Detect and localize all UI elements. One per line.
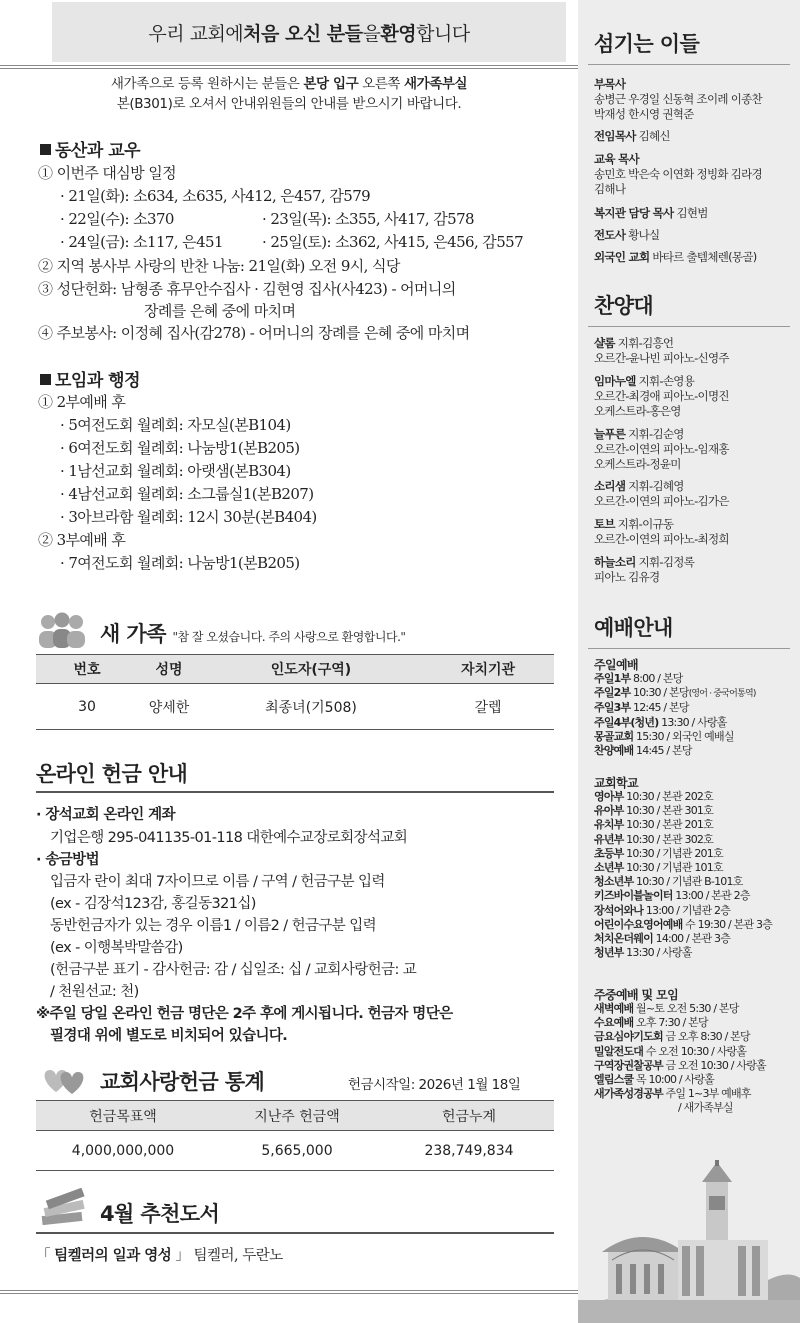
- list-item: · 24일(금): 소117, 은451: [60, 233, 223, 251]
- choir-title: 찬양대: [594, 294, 654, 318]
- choir-line: 오르간-이연의 피아노-최정희: [594, 532, 729, 546]
- sunday-title: 주일예배: [594, 658, 638, 672]
- section-title-book: 4월 추천도서: [100, 1202, 220, 1226]
- list-item: · 25일(토): 소362, 사415, 은456, 감557: [262, 233, 524, 251]
- choir-item: 늘푸른 지휘-김순영: [594, 427, 684, 441]
- servers-title: 섬기는 이들: [594, 32, 700, 56]
- list-item: · 6여전도회 월례회: 나눔방1(본B205): [60, 439, 300, 457]
- newfamily-table: [36, 654, 554, 730]
- choir-line: 피아노 김유경: [594, 570, 660, 584]
- welcome-banner: 우리 교회에 처음 오신 분들 을 환영 합니다: [52, 2, 566, 62]
- server-role: 교육 목사: [594, 152, 639, 166]
- list-item: 장례를 은혜 중에 마치며: [144, 302, 296, 320]
- weekday-title: 주중예배 및 모임: [594, 988, 679, 1002]
- choir-item: 토브 지휘-이규동: [594, 517, 674, 531]
- welcome-text: 새가족으로 등록 원하시는 분들은 본당 입구 오른쪽 새가족부실 본(B301)로 오셔서 안내위원들의 안내를 받으시기 바랍니다.: [110, 76, 468, 112]
- list-item: · 4남선교회 월례회: 소그룹실1(본B207): [60, 485, 314, 503]
- list-item: · 22일(수): 소370: [60, 210, 174, 228]
- section-title-love: 교회사랑헌금 통계: [100, 1070, 265, 1094]
- school-title: 교회학교: [594, 776, 638, 790]
- table-row: [36, 684, 554, 730]
- notice: 필경대 위에 별도로 비치되어 있습니다.: [50, 1028, 288, 1044]
- method-line: (ex - 이행복박말씀감): [50, 940, 183, 956]
- sidebar: [578, 0, 800, 1323]
- love-start-date: 헌금시작일: 2026년 1월 18일: [348, 1077, 521, 1093]
- divider: [588, 64, 790, 65]
- account-label: · 장석교회 온라인 계좌: [36, 807, 175, 823]
- method-line: (헌금구분 표기 - 감사헌금: 감 / 십일조: 십 / 교회사랑헌금: 교: [50, 962, 417, 978]
- school-list: 영아부 10:30 / 본관 202호 유아부 10:30 / 본관 301호 유치부 10:30 / 본관 201호 유년부 10:30 / 본관 302호 초등부 10:30 / 기념관 201호 소년부 10:30 / 기념관 101호 청소년부 10:30 / 기념관 B-101호 키즈바이블놀이터 13:00 / 본관 2층 장석어와나 13:00 / 기념관 2층 어린이수요영어예배 수 19:30 / 본관 3층 처치온더웨이 14:00 / 본관 3층 청년부 13:30 / 사랑홀: [594, 790, 773, 960]
- method-label: · 송금방법: [36, 852, 99, 868]
- server-role: 전도사 황나실: [594, 228, 660, 242]
- divider: [0, 1290, 578, 1294]
- server-names: 송병근 우경일 신동혁 조이레 이종찬: [594, 92, 762, 106]
- divider: [0, 65, 578, 69]
- notice: ※주일 당일 온라인 헌금 명단은 2주 후에 게시됩니다. 헌금자 명단은: [36, 1006, 453, 1022]
- list-item: · 21일(화): 소634, 소635, 사412, 은457, 감579: [60, 187, 371, 205]
- book-recommendation: 「 팀켈러의 일과 영성 」 팀켈러, 두란노: [36, 1248, 283, 1264]
- table-header: 성명: [155, 662, 183, 678]
- table-row: [36, 1131, 554, 1171]
- server-role: 복지관 담당 목사 김현범: [594, 206, 708, 220]
- table-cell: 30: [78, 698, 96, 715]
- choir-line: 오르간-최경애 피아노-이명진: [594, 389, 729, 403]
- server-role: 전임목사 김혜신: [594, 129, 670, 143]
- choir-line: 오르간-이연의 피아노-임재홍: [594, 442, 729, 456]
- worship-title: 예배안내: [594, 616, 673, 640]
- server-names: 김해나: [594, 182, 626, 196]
- table-cell: 5,665,000: [261, 1142, 333, 1159]
- section-title-online: 온라인 헌금 안내: [36, 762, 188, 786]
- section-title-newfamily: 새 가족 "참 잘 오셨습니다. 주의 사랑으로 환영합니다.": [100, 622, 406, 646]
- account-number: 기업은행 295-041135-01-118 대한예수교장로회장석교회: [50, 830, 408, 846]
- choir-line: 오르간-윤나빈 피아노-신영주: [594, 351, 729, 365]
- newfamily-note: "참 잘 오셨습니다. 주의 사랑으로 환영합니다.": [172, 630, 406, 644]
- choir-line: 오르간-이연의 피아노-김가은: [594, 494, 729, 508]
- choir-line: 오케스트라-정윤미: [594, 457, 681, 471]
- choir-item: 샬롬 지휘-김흥언: [594, 336, 674, 350]
- hearts-icon: [40, 1064, 88, 1096]
- method-line: 동반헌금자가 있는 경우 이름1 / 이름2 / 헌금구분 입력: [50, 918, 377, 934]
- list-item: ① 이번주 대심방 일정: [38, 164, 177, 182]
- weekday-list: 새벽예배 월~토 오전 5:30 / 본당 수요예배 오후 7:30 / 본당 금요심야기도회 금 오후 8:30 / 본당 밀알전도대 수 오전 10:30 / 사랑홀 구역장권찰공부 금 오전 10:30 / 사랑홀 엘림스쿨 목 10:00 / 사랑홀 새가족성경공부 주일 1~3부 예배후 / 새가족부실: [594, 1002, 766, 1115]
- server-names: 송민호 박은숙 이연화 정빙화 김라경: [594, 167, 762, 181]
- choir-item: 하늘소리 지휘-김정록: [594, 555, 695, 569]
- divider: [588, 648, 790, 649]
- server-names: 박재성 한시영 권혁준: [594, 107, 694, 121]
- table-header: 지난주 헌금액: [254, 1108, 340, 1125]
- server-role: 부목사: [594, 77, 626, 91]
- table-header: 자치기관: [460, 662, 516, 678]
- table-cell: 238,749,834: [424, 1142, 514, 1159]
- divider: [36, 791, 554, 793]
- list-item: · 7여전도회 월례회: 나눔방1(본B205): [60, 554, 300, 572]
- table-cell: 최종녀(기508): [265, 699, 357, 716]
- table-cell: 양세한: [148, 699, 190, 716]
- table-header: 헌금목표액: [89, 1108, 157, 1125]
- divider: [36, 1232, 554, 1234]
- server-role: 외국인 교회 바타르 출템체렌(몽골): [594, 250, 757, 264]
- list-item: ③ 성단헌화: 남형종 휴무안수집사 · 김현영 집사(사423) - 어머니의: [38, 280, 456, 298]
- table-header: 헌금누계: [441, 1108, 497, 1125]
- church-building-illustration: [578, 1160, 800, 1323]
- people-icon: [36, 612, 86, 650]
- choir-item: 소리샘 지휘-김혜영: [594, 479, 684, 493]
- list-item: ① 2부예배 후: [38, 393, 126, 411]
- section-title-dongsan: 동산과 교우: [40, 136, 140, 161]
- list-item: · 23일(목): 소355, 사417, 감578: [262, 210, 474, 228]
- table-cell: 갈렙: [474, 699, 502, 716]
- method-line: / 천원선교: 천): [50, 984, 139, 1000]
- section-title-moim: 모임과 행정: [40, 366, 140, 391]
- list-item: ② 지역 봉사부 사랑의 반찬 나눔: 21일(화) 오전 9시, 식당: [38, 257, 400, 275]
- choir-item: 임마누엘 지휘-손영용: [594, 374, 695, 388]
- sunday-list: 주일1부 8:00 / 본당 주일2부 10:30 / 본당(영어 · 중국어통역) 주일3부 12:45 / 본당 주일4부(청년) 13:30 / 사랑홀 몽골교회 15:30 / 외국인 예배실 찬양예배 14:45 / 본당: [594, 672, 756, 758]
- list-item: ④ 주보봉사: 이정혜 집사(감278) - 어머니의 장례를 은혜 중에 마치며: [38, 324, 470, 342]
- table-header: 인도자(구역): [270, 662, 352, 678]
- method-line: 입금자 란이 최대 7자이므로 이름 / 구역 / 헌금구분 입력: [50, 874, 385, 890]
- method-line: (ex - 김장석123감, 홍길동321십): [50, 896, 256, 912]
- list-item: · 1남선교회 월례회: 아랫샘(본B304): [60, 462, 291, 480]
- books-icon: [38, 1188, 90, 1228]
- table-cell: 4,000,000,000: [71, 1142, 175, 1159]
- divider: [588, 326, 790, 327]
- list-item: · 3아브라함 월례회: 12시 30분(본B404): [60, 508, 317, 526]
- table-header: 번호: [73, 662, 101, 678]
- list-item: ② 3부예배 후: [38, 531, 126, 549]
- choir-line: 오케스트라-홍은영: [594, 404, 681, 418]
- list-item: · 5여전도회 월례회: 자모실(본B104): [60, 416, 291, 434]
- love-table: [36, 1100, 554, 1171]
